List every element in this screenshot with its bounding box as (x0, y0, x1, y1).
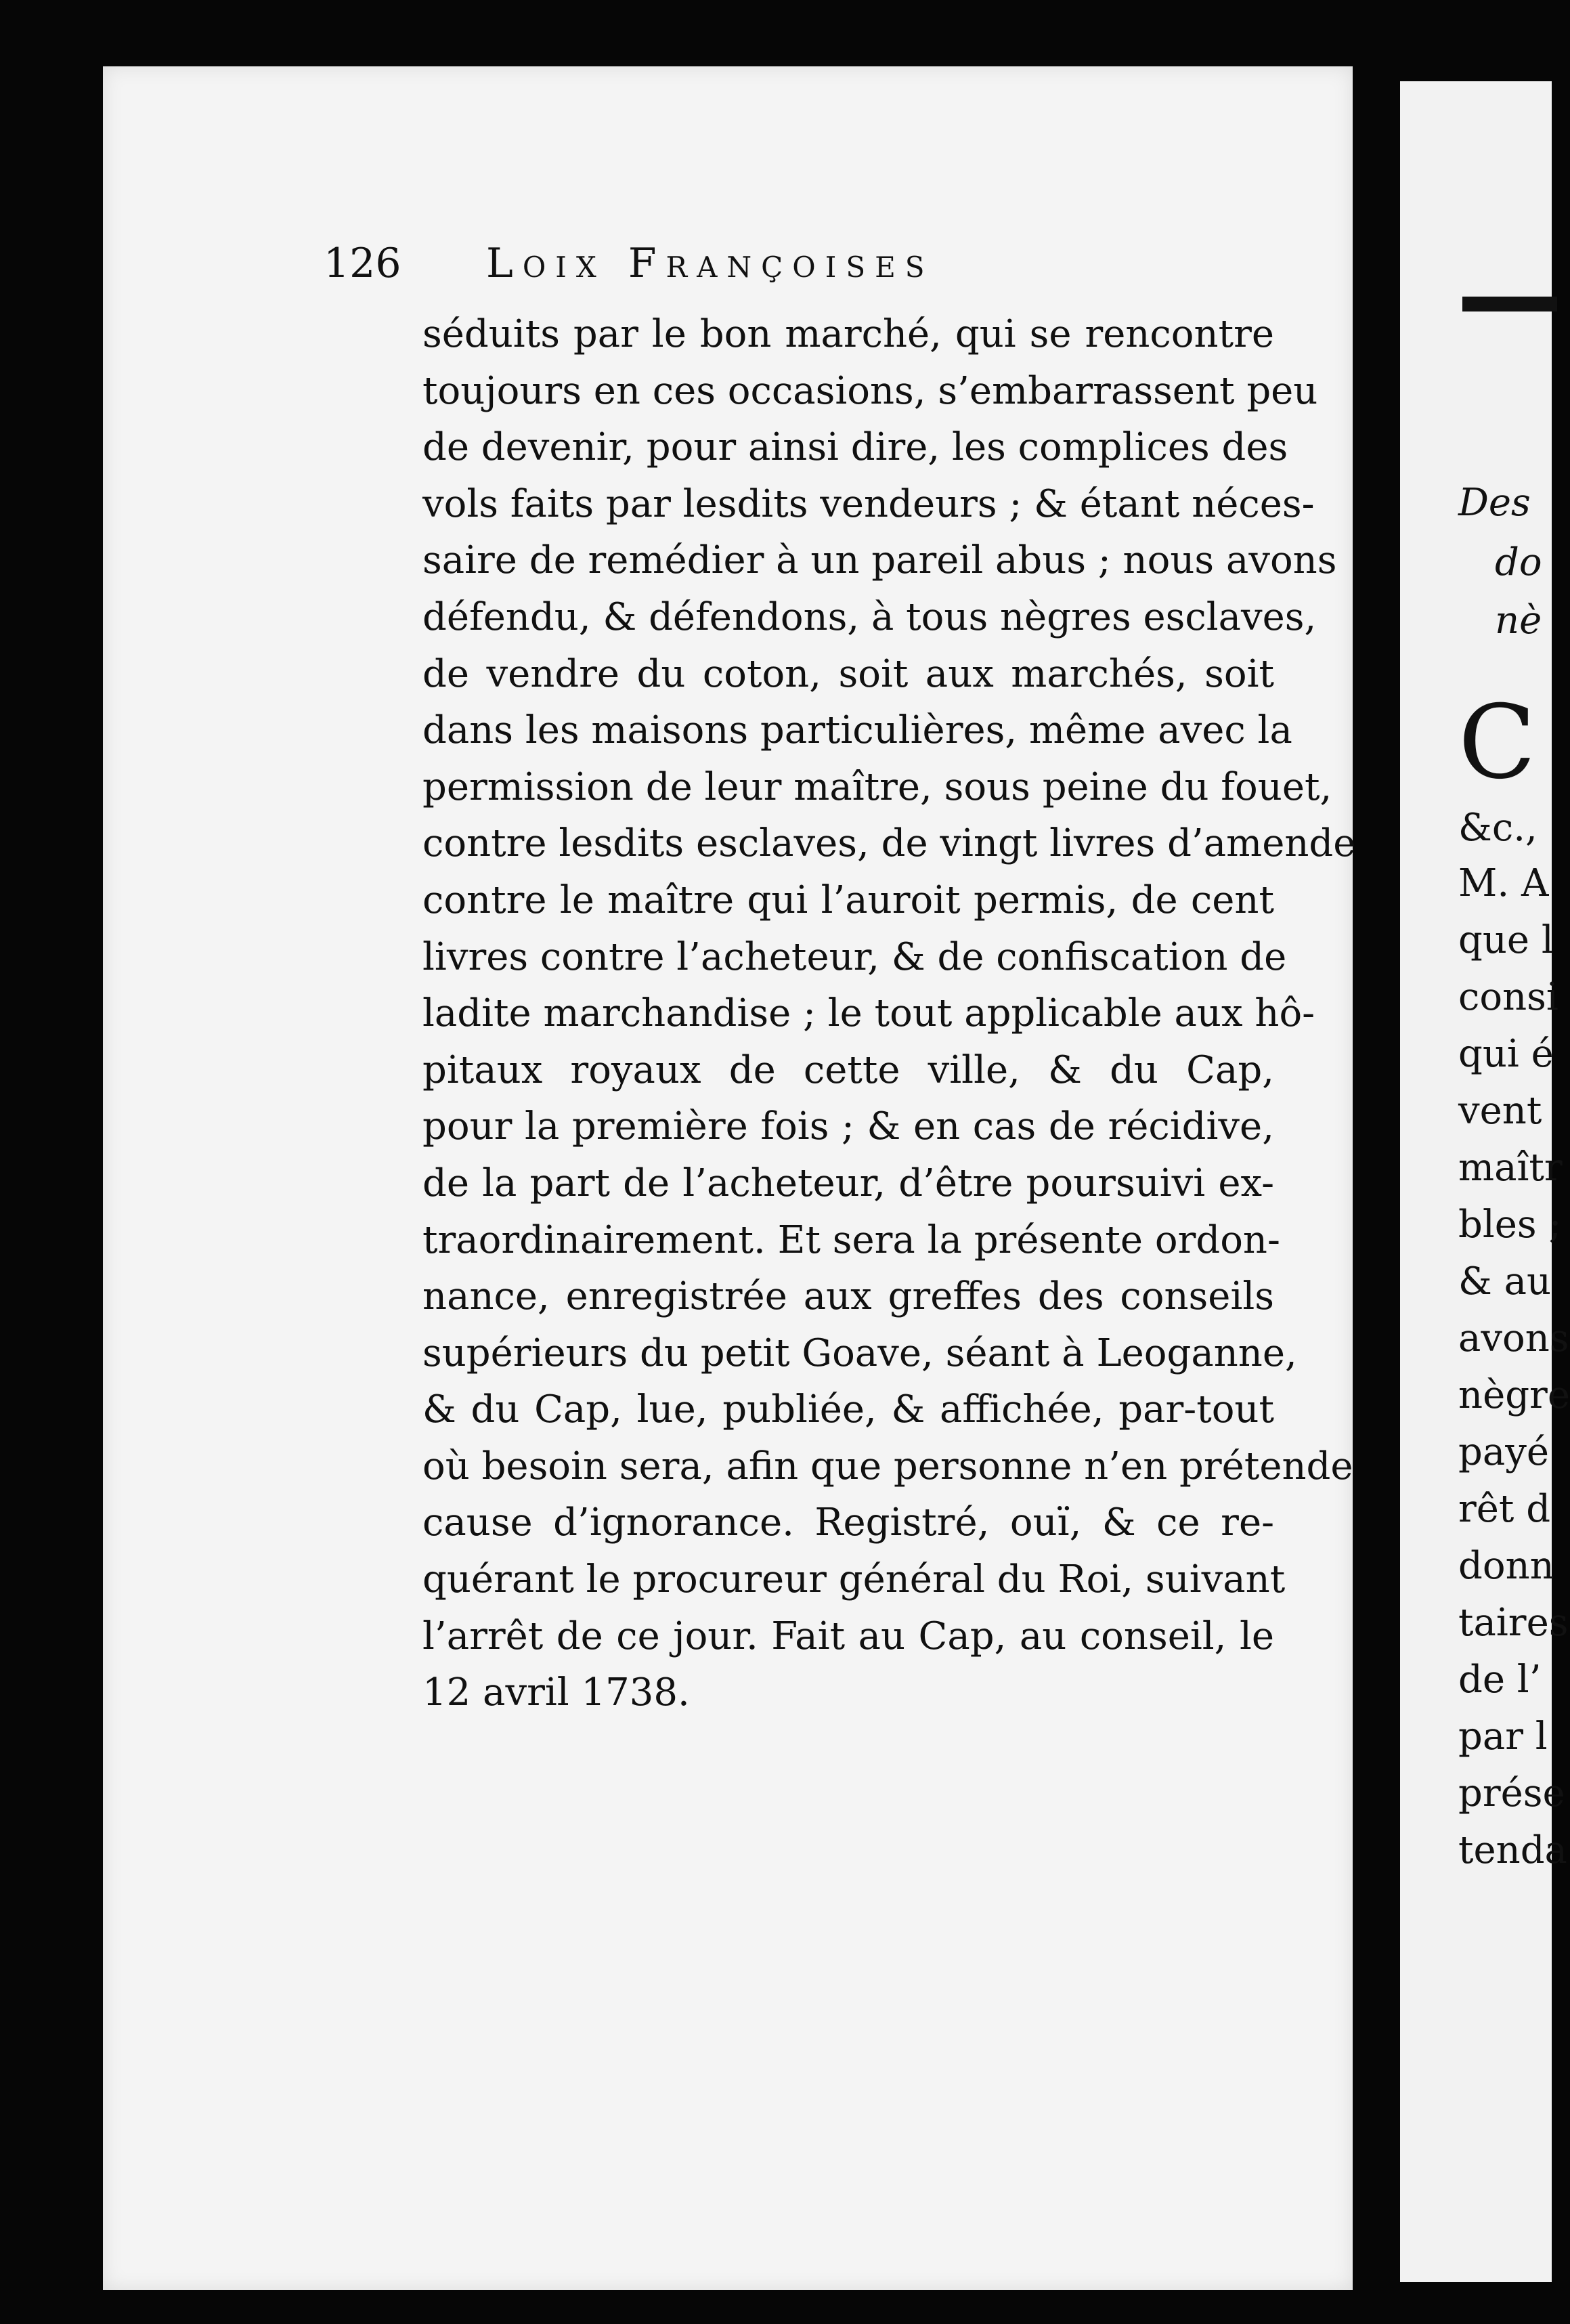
fragment-line: avons (1458, 1316, 1569, 1360)
fragment-line: par l (1458, 1715, 1548, 1759)
right-page-edge (1400, 81, 1570, 2282)
text-line: contre le maître qui l’auroit permis, de cent (422, 878, 1274, 922)
text-line: de la part de l’acheteur, d’être poursuivi ex- (422, 1161, 1274, 1205)
fragment-line: do (1495, 540, 1542, 584)
running-head: Loix Françoises (486, 240, 934, 287)
page-number: 126 (324, 240, 401, 287)
fragment-line: bles ; (1458, 1203, 1562, 1247)
fragment-line: taires (1458, 1601, 1569, 1645)
text-line: livres contre l’acheteur, & de confiscation de (422, 934, 1287, 979)
fragment-line: rêt d (1458, 1487, 1551, 1531)
header-rule (1462, 297, 1557, 311)
fragment-line: de l’ (1458, 1658, 1542, 1702)
text-line: l’arrêt de ce jour. Fait au Cap, au conseil, le (422, 1614, 1274, 1658)
fragment-line: maîtr (1458, 1146, 1563, 1190)
text-line: de devenir, pour ainsi dire, les complices des (422, 425, 1288, 470)
drop-cap: C (1458, 684, 1536, 802)
fragment-line: & au (1458, 1260, 1552, 1304)
text-line: traordinairement. Et sera la présente ordon- (422, 1218, 1280, 1262)
text-line: pour la première fois ; & en cas de récidive, (422, 1104, 1274, 1149)
text-line: de vendre du coton, soit aux marchés, soit (422, 651, 1274, 696)
text-line: contre lesdits esclaves, de vingt livres d’amende (422, 821, 1356, 866)
fragment-line: &c., (1458, 806, 1538, 850)
fragment-line: nègre (1458, 1373, 1570, 1417)
text-line: saire de remédier à un pareil abus ; nous avons (422, 538, 1337, 583)
text-line: défendu, & défendons, à tous nègres esclaves, (422, 595, 1317, 639)
fragment-line: tenda (1458, 1828, 1567, 1872)
fragment-line: qui é (1458, 1032, 1554, 1076)
text-line: supérieurs du petit Goave, séant à Leoganne, (422, 1331, 1297, 1375)
text-line: nance, enregistrée aux greffes des conseils (422, 1274, 1274, 1319)
text-line: ladite marchandise ; le tout applicable aux hô- (422, 991, 1315, 1036)
text-line: séduits par le bon marché, qui se rencontre (422, 312, 1274, 356)
fragment-line: vent (1458, 1089, 1542, 1133)
text-line: vols faits par lesdits vendeurs ; & étant néces- (422, 481, 1315, 526)
fragment-line: que l (1458, 918, 1554, 962)
fragment-line: payé (1458, 1430, 1550, 1474)
fragment-line: consi (1458, 975, 1558, 1019)
fragment-line: M. A (1458, 861, 1549, 905)
text-line: où besoin sera, afin que personne n’en prétende (422, 1444, 1353, 1488)
body-text (422, 306, 1356, 1721)
fragment-line: prése (1458, 1771, 1565, 1815)
text-line: pitaux royaux de cette ville, & du Cap, (422, 1048, 1274, 1092)
text-line: toujours en ces occasions, s’embarrassent peu (422, 368, 1318, 413)
fragment-line: nè (1495, 599, 1542, 643)
page-header (324, 240, 1156, 294)
text-line: dans les maisons particulières, même avec la (422, 708, 1292, 753)
fragment-line: Des (1458, 481, 1531, 525)
text-line: cause d’ignorance. Registré, ouï, & ce re- (422, 1501, 1274, 1545)
text-line: permission de leur maître, sous peine du fouet, (422, 765, 1332, 809)
text-line-date: 12 avril 1738. (422, 1671, 690, 1715)
text-line: quérant le procureur général du Roi, suivant (422, 1557, 1286, 1602)
fragment-line: donn (1458, 1544, 1554, 1588)
text-line: & du Cap, lue, publiée, & affichée, par-tout (422, 1387, 1274, 1432)
right-page-fragments (1400, 81, 1570, 2282)
